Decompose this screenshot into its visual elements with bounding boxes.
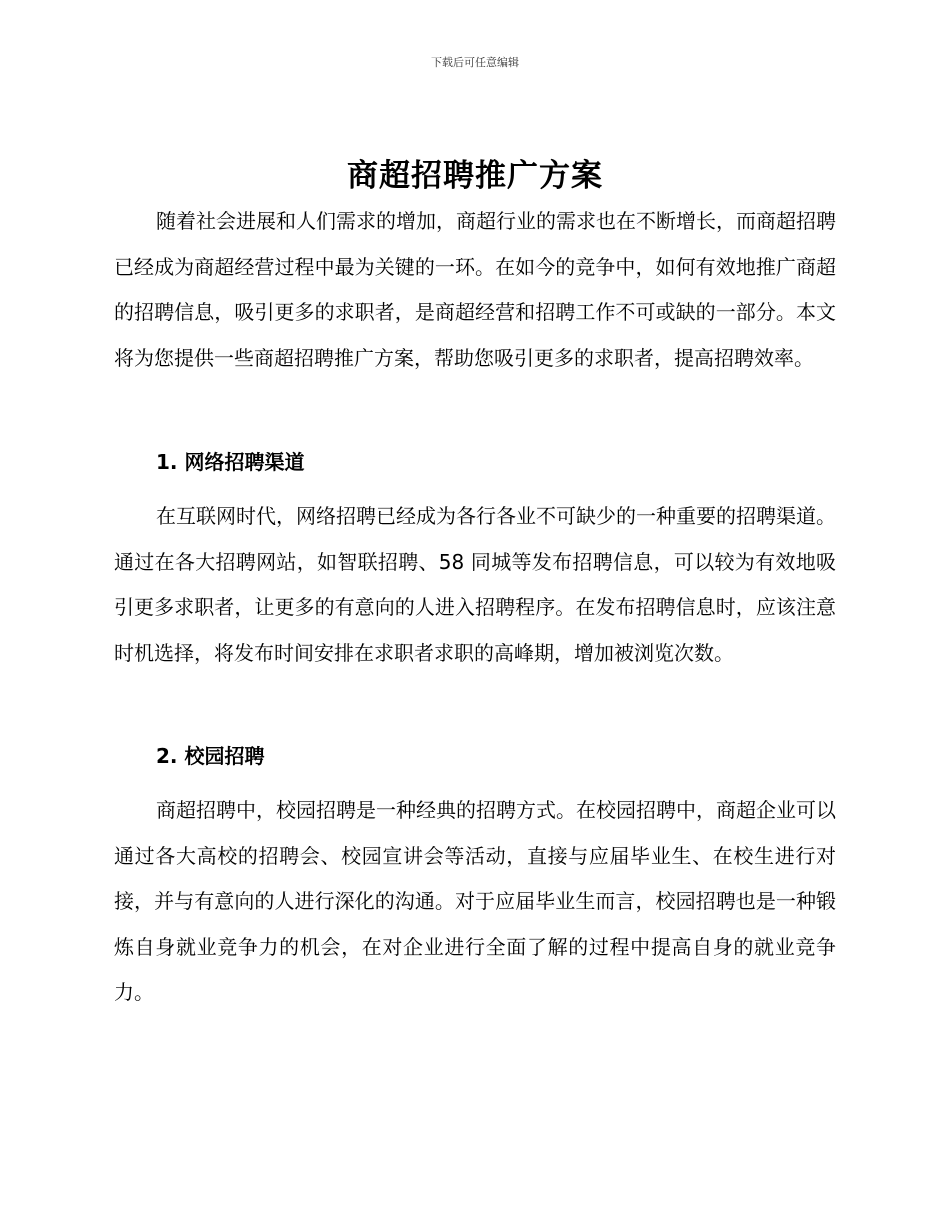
header-note: 下载后可任意编辑 <box>431 56 519 69</box>
section-heading-online-recruitment: 1. 网络招聘渠道 <box>156 450 305 474</box>
intro-paragraph: 随着社会进展和人们需求的增加，商超行业的需求也在不断增长，而商超招聘已经成为商超经营过程中最为关键的一环。在如今的竞争中，如何有效地推广商超的招聘信息，吸引更多的求职者，是商超经营和招聘工作不可或缺的一部分。本文将为您提供一些商超招聘推广方案，帮助您吸引更多的求职者，提高招聘效率。 <box>114 209 836 370</box>
document-title: 商超招聘推广方案 <box>347 158 603 194</box>
section-body-campus-recruitment: 商超招聘中，校园招聘是一种经典的招聘方式。在校园招聘中，商超企业可以通过各大高校的招聘会、校园宣讲会等活动，直接与应届毕业生、在校生进行对接，并与有意向的人进行深化的沟通。对于应届毕业生而言，校园招聘也是一种锻炼自身就业竞争力的机会，在对企业进行全面了解的过程中提高自身的就业竞争力。 <box>114 798 836 1004</box>
section-body-online-recruitment: 在互联网时代，网络招聘已经成为各行各业不可缺少的一种重要的招聘渠道。通过在各大招聘网站，如智联招聘、58 同城等发布招聘信息，可以较为有效地吸引更多求职者，让更多的有意向的人进入招聘程序。在发布招聘信息时，应该注意时机选择，将发布时间安排在求职者求职的高峰期，增加被浏览次数。 <box>114 504 836 665</box>
section-heading-campus-recruitment: 2. 校园招聘 <box>156 744 265 768</box>
